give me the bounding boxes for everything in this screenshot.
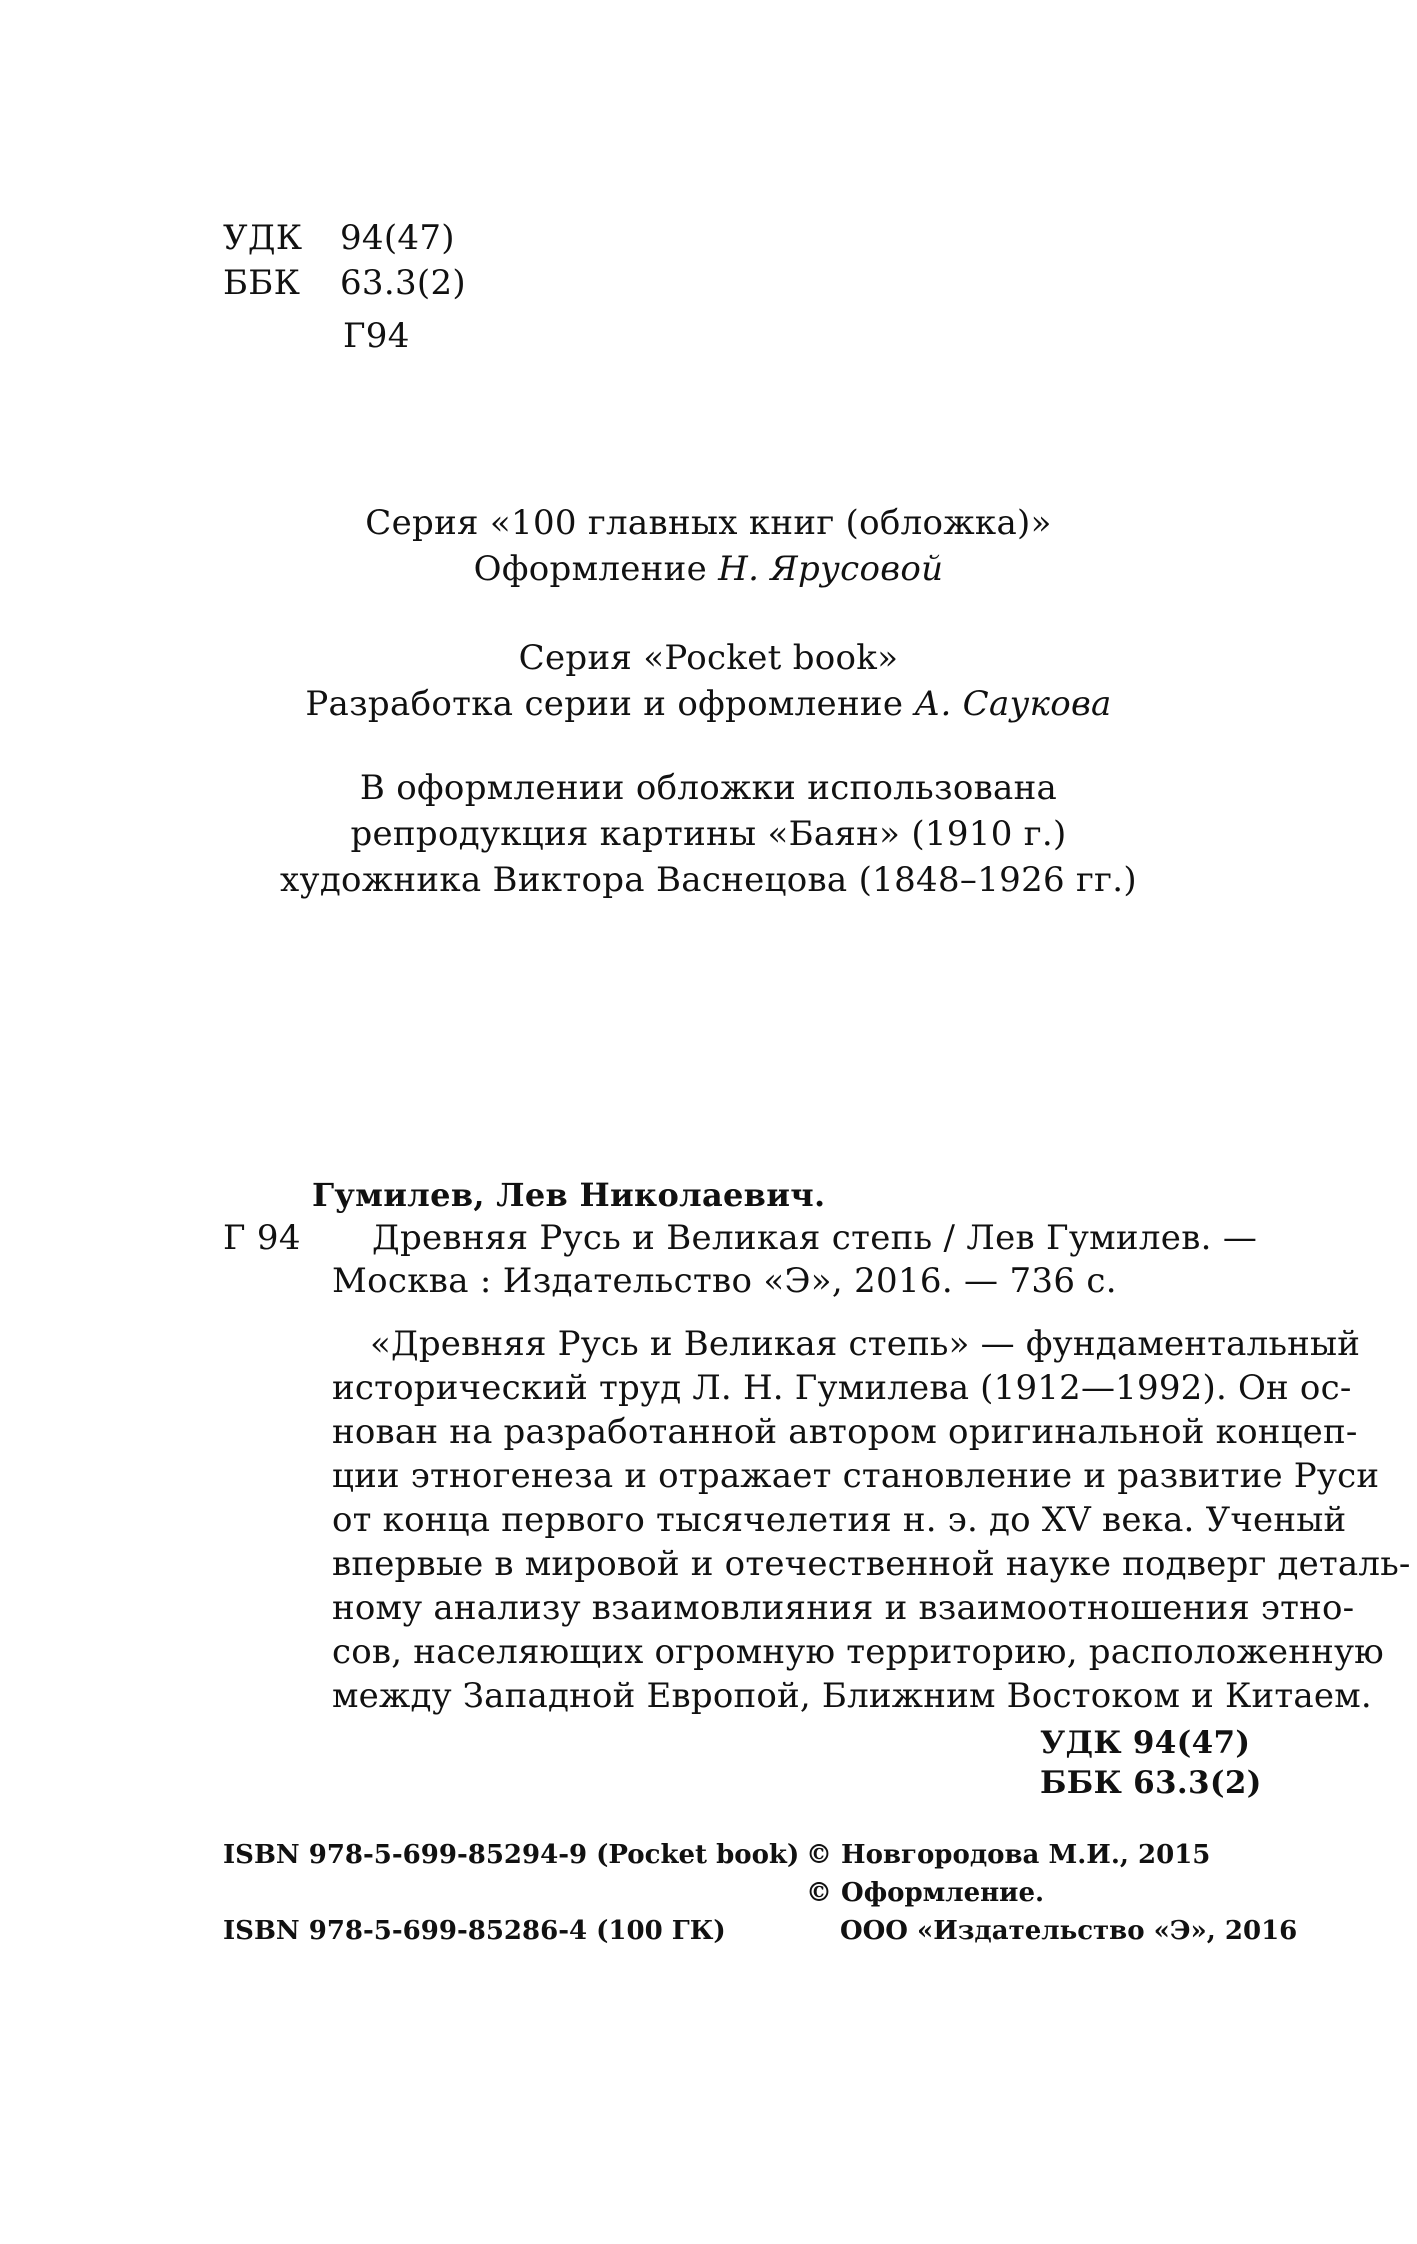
series-credits: [0, 500, 1417, 592]
bbk-label: ББК: [223, 263, 301, 303]
isbn-100gk: ISBN 978-5-699-85286-4 (100 ГК): [223, 1916, 726, 1946]
annotation: [332, 1322, 1411, 1718]
annotation-line: между Западной Европой, Ближним Востоком и Китаем.: [332, 1676, 1372, 1716]
annotation-line: впервые в мировой и отечественной науке подверг деталь-: [332, 1544, 1411, 1584]
udk-label: УДК: [223, 218, 303, 258]
author-heading: Гумилев, Лев Николаевич.: [312, 1176, 826, 1214]
bottom-udk: УДК 94(47): [1040, 1725, 1251, 1761]
cover-credits: [0, 765, 1417, 903]
annotation-line: от конца первого тысячелетия н. э. до XV века. Ученый: [332, 1500, 1347, 1540]
title-line: Древняя Русь и Великая степь / Лев Гумилев. —: [372, 1218, 1258, 1258]
copyright-publisher: ООО «Издательство «Э», 2016: [840, 1916, 1298, 1946]
series2-design-prefix: Разработка серии и офромление: [305, 684, 915, 724]
udk-value: 94(47): [340, 218, 455, 258]
series1-designer-name: Н. Ярусовой: [718, 549, 944, 589]
series2-design: [0, 681, 1417, 727]
isbn-pocket: ISBN 978-5-699-85294-9 (Pocket book): [223, 1840, 800, 1870]
author-mark: Г 94: [223, 1218, 301, 1258]
copyright-design: © Оформление.: [806, 1878, 1045, 1908]
series1-design: [0, 546, 1417, 592]
annotation-line: ному анализу взаимовлияния и взаимоотношения этно-: [332, 1588, 1355, 1628]
series1-design-prefix: Оформление: [473, 549, 719, 589]
author-mark-top: Г94: [343, 316, 410, 356]
copyright-author: © Новгородова М.И., 2015: [806, 1840, 1211, 1870]
imprint-line: Москва : Издательство «Э», 2016. — 736 с.: [332, 1261, 1117, 1301]
series2-title: Серия «Pocket book»: [518, 638, 899, 678]
bbk-value: 63.3(2): [340, 263, 466, 303]
series2-designer-name: А. Саукова: [914, 684, 1112, 724]
annotation-line: ции этногенеза и отражает становление и развитие Руси: [332, 1456, 1380, 1496]
annotation-line: исторический труд Л. Н. Гумилева (1912—1992). Он ос-: [332, 1368, 1352, 1408]
annotation-line: сов, населяющих огромную территорию, расположенную: [332, 1632, 1384, 1672]
annotation-line: «Древняя Русь и Великая степь» — фундаментальный: [370, 1324, 1361, 1364]
annotation-line: нован на разработанной автором оригинальной концеп-: [332, 1412, 1358, 1452]
pocket-series-credits: [0, 635, 1417, 727]
cover-line-3: художника Виктора Васнецова (1848–1926 гг.): [280, 860, 1137, 900]
series1-title: Серия «100 главных книг (обложка)»: [365, 503, 1052, 543]
cover-line-1: В оформлении обложки использована: [359, 768, 1058, 808]
bottom-bbk: ББК 63.3(2): [1040, 1765, 1262, 1801]
cover-line-2: репродукция картины «Баян» (1910 г.): [350, 814, 1067, 854]
